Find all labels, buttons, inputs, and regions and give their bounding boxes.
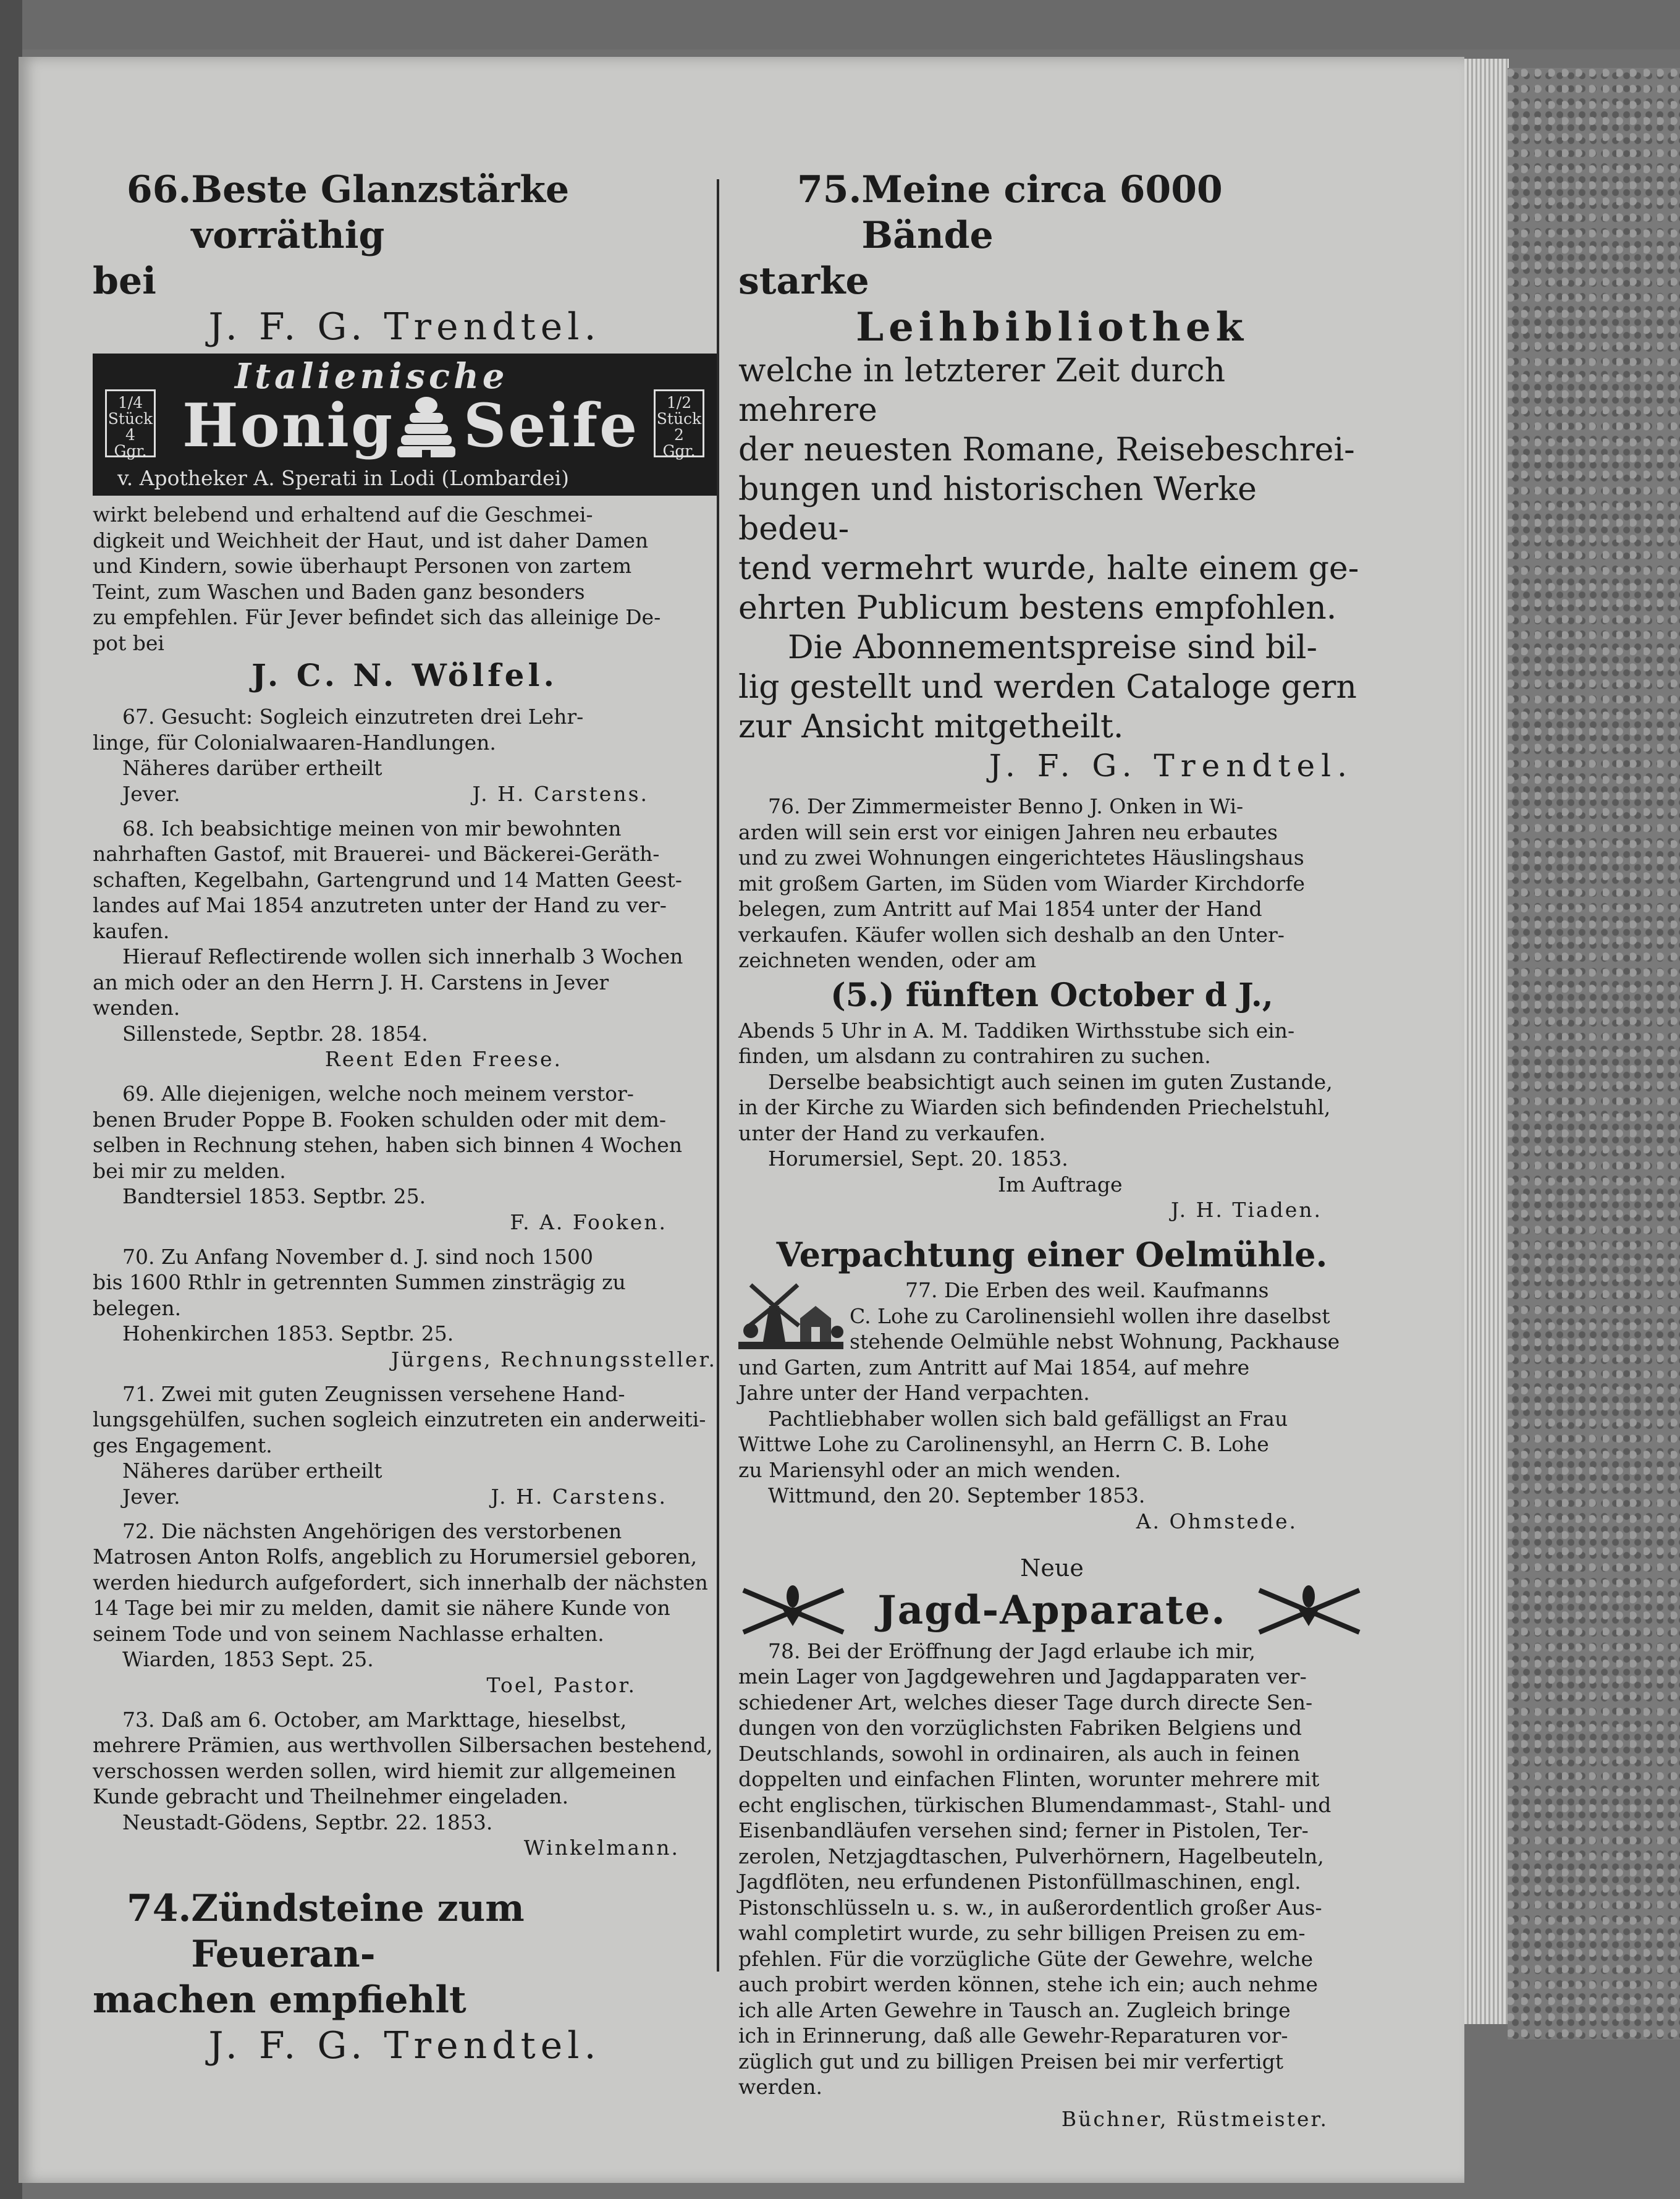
text-line: tend vermehrt wurde, halte einem ge- <box>738 550 1359 587</box>
text-line: Deutschlands, sowohl in ordinairen, als auch in feinen <box>738 1741 1300 1766</box>
text-line: zur Ansicht mitgetheilt. <box>738 708 1124 745</box>
text-line: zerolen, Netzjagdtaschen, Pulverhörnern, Hagelbeuteln, <box>738 1844 1324 1868</box>
crossed-rifles-icon <box>738 1583 850 1638</box>
ad-75 <box>738 167 1366 785</box>
text-line: dungen von den vorzüglichsten Fabriken Belgiens und <box>738 1716 1302 1740</box>
text-line: digkeit und Weichheit der Haut, und ist daher Damen <box>93 528 649 553</box>
text-line: der neuesten Romane, Reisebeschrei- <box>738 431 1355 468</box>
price-label-left: 1/4 Stück 4 Ggr. <box>105 389 156 457</box>
text-line: 71. Zwei mit guten Zeugnissen versehene Hand- <box>122 1381 625 1406</box>
ad-pretitle: Neue <box>1020 1554 1084 1582</box>
text-line: lungsgehülfen, suchen sogleich einzutreten ein anderweiti- <box>93 1407 706 1431</box>
text-line: 14 Tage bei mir zu melden, damit sie nähere Kunde von <box>93 1596 670 1620</box>
ad-71 <box>93 1381 717 1510</box>
text-line: finden, um alsdann zu contrahiren zu suchen. <box>738 1044 1211 1068</box>
text-line: Abends 5 Uhr in A. M. Taddiken Wirthsstube sich ein- <box>738 1018 1295 1043</box>
text-line: welche in letzterer Zeit durch mehrere <box>738 352 1226 429</box>
text-line: mein Lager von Jagdgewehren und Jagdapparaten ver- <box>738 1664 1307 1688</box>
ad-signature: F. A. Fooken. <box>510 1210 667 1234</box>
text-line: verschossen werden sollen, wird hiemit zur allgemeinen <box>93 1758 677 1783</box>
date-line: Sillenstede, Septbr. 28. 1854. <box>122 1021 428 1046</box>
text-line: verkaufen. Käufer wollen sich deshalb an den Unter- <box>738 922 1285 947</box>
text-line: 78. Bei der Eröffnung der Jagd erlaube ich mir, <box>768 1638 1256 1663</box>
text-line: ich in Erinnerung, daß alle Gewehr-Reparaturen vor- <box>738 2023 1288 2048</box>
date-line: Horumersiel, Sept. 20. 1853. <box>768 1146 1068 1171</box>
text-line: und zu zwei Wohnungen eingerichtetes Häuslingshaus <box>738 845 1304 870</box>
soap-title-top: Italienische <box>235 356 509 397</box>
ad-signature: J. C. N. Wölfel. <box>251 657 558 693</box>
text-line: zeichneten wenden, oder am <box>738 948 1037 972</box>
text-line: 69. Alle diejenigen, welche noch meinem verstor- <box>122 1082 634 1106</box>
text-line: auch probirt werden können, stehe ich ein; auch nehme <box>738 1972 1318 1996</box>
text-line: 77. Die Erben des weil. Kaufmanns <box>905 1278 1269 1302</box>
ad-title: Leihbibliothek <box>856 304 1248 350</box>
text-line: Teint, zum Waschen und Baden ganz besonders <box>93 579 585 604</box>
date-line: Hohenkirchen 1853. Septbr. 25. <box>122 1321 454 1345</box>
ad-72 <box>93 1519 717 1698</box>
place: Jever. <box>122 781 180 806</box>
text-line: Die Abonnementspreise sind bil- <box>788 629 1317 666</box>
ad-66 <box>93 167 717 350</box>
date-line: Wiarden, 1853 Sept. 25. <box>122 1647 374 1671</box>
ad-headline-cont: starke <box>738 260 869 303</box>
text-line: werden. <box>738 2075 822 2099</box>
text-line: Näheres darüber ertheilt <box>122 756 382 780</box>
ad-number: 74. <box>127 1887 192 1930</box>
text-line: bis 1600 Rthlr in getrennten Summen zinsträgig zu <box>93 1270 626 1294</box>
ad-76 <box>738 794 1366 1223</box>
text-line: wirkt belebend und erhaltend auf die Geschmei- <box>93 502 593 527</box>
ad-signature: Toel, Pastor. <box>486 1672 636 1697</box>
ad-67 <box>93 704 717 807</box>
text-line: ich alle Arten Gewehre in Tausch an. Zugleich bringe <box>738 1998 1291 2022</box>
text-line: zu empfehlen. Für Jever befindet sich das alleinige De- <box>93 605 661 629</box>
ad-signature: J. F. G. Trendtel. <box>989 748 1353 784</box>
right-column <box>738 167 1366 2132</box>
text-line: Pachtliebhaber wollen sich bald gefälligst an Frau <box>768 1406 1288 1431</box>
text-line: belegen, zum Antritt auf Mai 1854 unter der Hand <box>738 897 1262 921</box>
meeting-date: (5.) fünften October d J., <box>830 976 1273 1014</box>
ad-77 <box>738 1232 1366 1535</box>
text-line: zu Mariensyhl oder an mich wenden. <box>738 1457 1121 1482</box>
ad-signature: J. F. G. Trendtel. <box>208 2024 601 2067</box>
ad-headline-cont: machen empfiehlt <box>93 1978 466 2022</box>
text-line: 68. Ich beabsichtige meinen von mir bewohnten <box>122 816 622 841</box>
text-line: Eisenbandläufen versehen sind; ferner in Pistolen, Ter- <box>738 1818 1309 1842</box>
beehive-icon <box>392 393 460 462</box>
text-line: ehrten Publicum bestens empfohlen. <box>738 590 1337 627</box>
text-line: bei mir zu melden. <box>93 1158 286 1183</box>
text-line: Derselbe beabsichtigt auch seinen im guten Zustande, <box>768 1069 1333 1094</box>
ad-number: 66. <box>127 168 192 211</box>
text-line: selben in Rechnung stehen, haben sich binnen 4 Wochen <box>93 1133 682 1157</box>
text-line: 67. Gesucht: Sogleich einzutreten drei Lehr- <box>122 705 584 729</box>
text-line: und Kindern, sowie überhaupt Personen von zartem <box>93 554 632 578</box>
soap-maker-line: v. Apotheker A. Sperati in Lodi (Lombardei) <box>117 466 570 490</box>
ad-signature: J. H. Carstens. <box>491 1484 667 1509</box>
text-line: Kunde gebracht und Theilnehmer eingeladen. <box>93 1784 569 1808</box>
text-line: züglich gut und zu billigen Preisen bei mir verfertigt <box>738 2049 1283 2074</box>
text-line: Jahre unter der Hand verpachten. <box>738 1381 1090 1405</box>
windmill-icon <box>738 1281 843 1354</box>
text-line: ges Engagement. <box>93 1433 272 1457</box>
ad-signature: Reent Eden Freese. <box>324 1047 562 1071</box>
ad-signature: Winkelmann. <box>523 1836 680 1860</box>
text-line: Matrosen Anton Rolfs, angeblich zu Horumersiel geboren, <box>93 1544 698 1569</box>
ad-70 <box>93 1244 717 1373</box>
ad-74 <box>93 1886 717 2069</box>
ad-headline: Meine circa 6000 Bände <box>861 168 1223 257</box>
marbled-book-cover <box>1508 68 1680 2040</box>
ad-69 <box>93 1081 717 1235</box>
text-line: mehrere Prämien, aus werthvollen Silbersachen bestehend, <box>93 1733 713 1757</box>
ad-number: 75. <box>797 168 862 211</box>
crossed-rifles-icon <box>1254 1583 1366 1638</box>
scan-background <box>0 0 1680 49</box>
text-line: belegen. <box>93 1295 182 1320</box>
text-line: bungen und historischen Werke bedeu- <box>738 471 1257 548</box>
ad-signature: J. F. G. Trendtel. <box>208 305 601 349</box>
text-line: pfehlen. Für die vorzügliche Güte der Gewehre, welche <box>738 1946 1314 1971</box>
soap-title-word2: Seife <box>463 391 639 460</box>
text-line: 76. Der Zimmermeister Benno J. Onken in Wi- <box>768 794 1244 818</box>
text-line: und Garten, zum Antritt auf Mai 1854, auf mehre <box>738 1355 1250 1379</box>
ad-title: Jagd-Apparate. <box>877 1587 1226 1633</box>
text-line: wahl completirt wurde, zu sehr billigen Preisen zu em- <box>738 1921 1306 1945</box>
text-line: werden hiedurch aufgefordert, sich innerhalb der nächsten <box>93 1570 708 1595</box>
text-line: lig gestellt und werden Cataloge gern <box>738 669 1357 706</box>
text-line: nahrhaften Gastof, mit Brauerei- und Bäckerei-Geräth- <box>93 842 660 866</box>
text-line: arden will sein erst vor einigen Jahren neu erbautes <box>738 820 1278 844</box>
text-line: 72. Die nächsten Angehörigen des verstorbenen <box>122 1519 622 1543</box>
date-line: Wittmund, den 20. September 1853. <box>768 1483 1146 1507</box>
ad-title: Verpachtung einer Oelmühle. <box>776 1235 1328 1274</box>
ad-headline: Zündsteine zum Feueran- <box>191 1887 525 1976</box>
page-edges <box>1464 59 1509 2024</box>
text-line: C. Lohe zu Carolinensiehl wollen ihre daselbst <box>850 1303 1330 1328</box>
commission-line: Im Auftrage <box>998 1172 1123 1197</box>
ad-73 <box>93 1707 717 1862</box>
text-line: in der Kirche zu Wiarden sich befindenden Priechelstuhl, <box>738 1095 1331 1119</box>
text-line: seinem Tode und von seinem Nachlasse erhalten. <box>93 1621 604 1646</box>
soap-ad-text <box>93 502 717 695</box>
ad-signature: J. H. Tiaden. <box>1170 1198 1322 1222</box>
soap-title-word1: Honig <box>182 391 395 460</box>
text-line: schaften, Kegelbahn, Gartengrund und 14 Matten Geest- <box>93 867 682 892</box>
text-line: kaufen. <box>93 918 170 943</box>
ad-signature: A. Ohmstede. <box>1136 1509 1298 1533</box>
left-column <box>93 167 717 2069</box>
ad-headline-cont: bei <box>93 260 156 303</box>
ad-signature: J. H. Carstens. <box>472 781 649 806</box>
text-line: landes auf Mai 1854 anzutreten unter der Hand zu ver- <box>93 893 667 917</box>
ad-68 <box>93 816 717 1073</box>
place: Jever. <box>122 1484 180 1509</box>
text-line: mit großem Garten, im Süden vom Wiarder Kirchdorfe <box>738 871 1305 896</box>
text-line: echt englischen, türkischen Blumendammast-, Stahl- und <box>738 1792 1332 1817</box>
text-line: Pistonschlüsseln u. s. w., in außerordentlich großer Aus- <box>738 1895 1322 1920</box>
text-line: Hierauf Reflectirende wollen sich innerhalb 3 Wochen <box>122 944 683 968</box>
text-line: doppelten und einfachen Flinten, worunter mehrere mit <box>738 1767 1320 1791</box>
text-line: Wittwe Lohe zu Carolinensyhl, an Herrn C. B. Lohe <box>738 1432 1269 1456</box>
ad-78 <box>738 1553 1366 2132</box>
column-divider <box>717 179 719 1972</box>
date-line: Neustadt-Gödens, Septbr. 22. 1853. <box>122 1810 493 1834</box>
soap-advertisement-box <box>93 354 717 496</box>
text-line: benen Bruder Poppe B. Fooken schulden oder mit dem- <box>93 1107 667 1132</box>
ad-signature: Büchner, Rüstmeister. <box>1061 2106 1328 2131</box>
text-line: stehende Oelmühle nebst Wohnung, Packhause <box>850 1329 1340 1354</box>
date-line: Bandtersiel 1853. Septbr. 25. <box>122 1184 426 1208</box>
text-line: schiedener Art, welches dieser Tage durch directe Sen- <box>738 1690 1313 1714</box>
text-line: wenden. <box>93 996 180 1020</box>
text-line: 70. Zu Anfang November d. J. sind noch 1500 <box>122 1244 594 1269</box>
text-line: unter der Hand zu verkaufen. <box>738 1121 1046 1145</box>
price-label-right: 1/2 Stück 2 Ggr. <box>654 389 704 457</box>
ad-headline: Beste Glanzstärke vorräthig <box>191 168 570 257</box>
text-line: 73. Daß am 6. October, am Markttage, hieselbst, <box>122 1707 627 1732</box>
ad-signature: Jürgens, Rechnungssteller. <box>390 1347 717 1371</box>
text-line: an mich oder an den Herrn J. H. Carstens in Jever <box>93 970 609 994</box>
text-line: Jagdflöten, neu erfundenen Pistonfüllmaschinen, engl. <box>738 1870 1301 1894</box>
text-line: pot bei <box>93 630 164 655</box>
text-line: Näheres darüber ertheilt <box>122 1459 382 1483</box>
text-line: linge, für Colonialwaaren-Handlungen. <box>93 730 496 755</box>
